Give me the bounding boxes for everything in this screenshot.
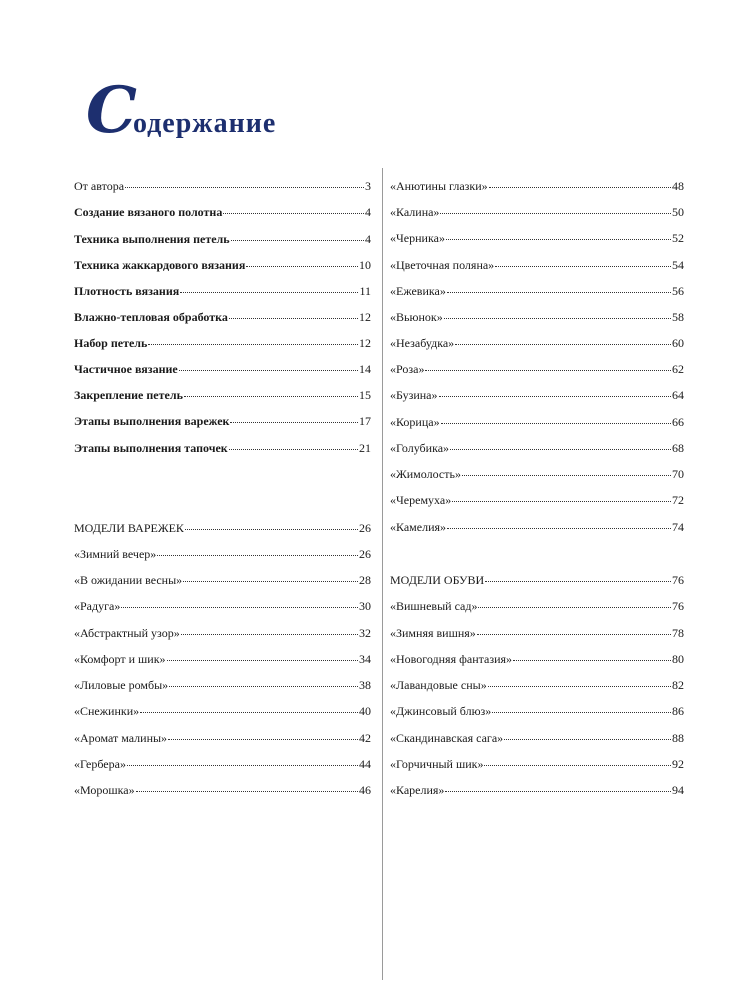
toc-entry-label: «Джинсовый блюз»: [390, 704, 492, 718]
toc-entry: [390, 258, 684, 272]
dot-leader: [462, 474, 671, 476]
toc-entry: [74, 731, 371, 745]
toc-entry-label: «Зимняя вишня»: [390, 626, 476, 640]
toc-entry: [74, 783, 371, 797]
toc-entry-label: «Жимолость»: [390, 467, 461, 481]
toc-entry: [74, 205, 371, 219]
toc-entry-page: 74: [672, 520, 684, 534]
toc-entry: [74, 704, 371, 718]
toc-entry-page: 44: [359, 757, 371, 771]
toc-entry: [74, 599, 371, 613]
toc-entry-label: «Лавандовые сны»: [390, 678, 487, 692]
toc-entry: [74, 310, 371, 324]
toc-entry-page: 21: [359, 441, 371, 455]
toc-entry: [74, 336, 371, 350]
dot-leader: [489, 186, 671, 188]
toc-entry-label: «В ожидании весны»: [74, 573, 183, 587]
dot-leader: [181, 633, 358, 635]
toc-entry-page: 11: [359, 284, 371, 298]
toc-entry-page: 88: [672, 731, 684, 745]
toc-entry: [390, 704, 684, 718]
dot-leader: [223, 212, 364, 214]
toc-entry-page: 50: [672, 205, 684, 219]
toc-entry-label: «Аромат малины»: [74, 731, 168, 745]
dot-leader: [169, 685, 358, 687]
toc-entry-page: 28: [359, 573, 371, 587]
toc-entry-label: «Вьюнок»: [390, 310, 443, 324]
toc-entry: [74, 179, 371, 193]
toc-entry-label: «Комфорт и шик»: [74, 652, 166, 666]
toc-entry-page: 78: [672, 626, 684, 640]
toc-entry: [390, 678, 684, 692]
dot-leader: [439, 395, 671, 397]
title-rest: одержание: [132, 108, 277, 140]
dot-leader: [136, 790, 358, 792]
toc-entry: [74, 573, 371, 587]
dot-leader: [485, 580, 671, 582]
toc-entry-label: МОДЕЛИ ВАРЕЖЕК: [74, 521, 184, 535]
toc-entry-label: Техника жаккардового вязания: [74, 258, 246, 272]
dot-leader: [425, 369, 671, 371]
toc-entry-page: 62: [672, 362, 684, 376]
dot-leader: [140, 711, 358, 713]
toc-entry-label: МОДЕЛИ ОБУВИ: [390, 573, 485, 587]
dot-leader: [184, 395, 358, 397]
dot-leader: [185, 528, 358, 530]
toc-entry: [390, 626, 684, 640]
toc-entry-label: Закрепление петель: [74, 388, 183, 402]
toc-entry-label: «Ежевика»: [390, 284, 446, 298]
toc-entry-label: «Скандинавская сага»: [390, 731, 504, 745]
toc-entry: [390, 441, 684, 455]
toc-entry-page: 92: [672, 757, 684, 771]
toc-entry-label: «Незабудка»: [390, 336, 455, 350]
toc-entry-label: «Радуга»: [74, 599, 121, 613]
dot-leader: [477, 633, 671, 635]
toc-entry: [74, 388, 371, 402]
dot-leader: [484, 764, 671, 766]
toc-entry-label: «Анютины глазки»: [390, 179, 488, 193]
dot-leader: [127, 764, 358, 766]
toc-entry: [74, 441, 371, 455]
toc-entry-label: Техника выполнения петель: [74, 232, 230, 246]
toc-entry-page: 34: [359, 652, 371, 666]
toc-entry: [390, 179, 684, 193]
toc-entry-page: 32: [359, 626, 371, 640]
dot-leader: [455, 343, 671, 345]
dot-leader: [231, 239, 364, 241]
toc-entry-page: 76: [672, 573, 684, 587]
toc-entry: [390, 652, 684, 666]
dot-leader: [148, 343, 358, 345]
toc-entry-label: «Черника»: [390, 231, 445, 245]
toc-entry-label: «Лиловые ромбы»: [74, 678, 169, 692]
toc-entry-page: 64: [672, 388, 684, 402]
toc-entry-label: «Голубика»: [390, 441, 450, 455]
toc-entry-label: «Зимний вечер»: [74, 547, 157, 561]
toc-entry-page: 12: [359, 336, 371, 350]
toc-entry-label: «Камелия»: [390, 520, 447, 534]
toc-entry-page: 3: [365, 179, 371, 193]
toc-entry: [390, 205, 684, 219]
toc-entry-label: Этапы выполнения тапочек: [74, 441, 228, 455]
dot-leader: [452, 500, 671, 502]
toc-entry: [390, 231, 684, 245]
toc-entry-page: 12: [359, 310, 371, 324]
toc-entry-label: Влажно-тепловая обработка: [74, 310, 228, 324]
toc-entry: [74, 652, 371, 666]
toc-entry-page: 94: [672, 783, 684, 797]
toc-entry: [390, 388, 684, 402]
dot-leader: [478, 606, 671, 608]
dot-leader: [157, 554, 358, 556]
toc-entry-page: 56: [672, 284, 684, 298]
toc-entry-page: 40: [359, 704, 371, 718]
toc-entry-label: От автора: [74, 179, 125, 193]
toc-entry-label: Набор петель: [74, 336, 148, 350]
toc-entry-page: 72: [672, 493, 684, 507]
toc-entry: [390, 284, 684, 298]
toc-entry: [74, 547, 371, 561]
toc-entry-page: 86: [672, 704, 684, 718]
dot-leader: [504, 738, 671, 740]
toc-entry-page: 58: [672, 310, 684, 324]
toc-entry-page: 26: [359, 521, 371, 535]
toc-entry: [390, 783, 684, 797]
toc-entry: [390, 599, 684, 613]
toc-entry-page: 70: [672, 467, 684, 481]
dot-leader: [447, 291, 671, 293]
toc-entry-label: «Новогодняя фантазия»: [390, 652, 513, 666]
toc-entry: [390, 336, 684, 350]
toc-entry-page: 52: [672, 231, 684, 245]
dot-leader: [488, 685, 671, 687]
dot-leader: [230, 421, 358, 423]
dot-leader: [495, 265, 671, 267]
toc-entry-label: «Карелия»: [390, 783, 445, 797]
dot-leader: [446, 238, 671, 240]
dot-leader: [246, 265, 358, 267]
dot-leader: [229, 448, 358, 450]
dot-leader: [167, 659, 358, 661]
toc-entry: [74, 362, 371, 376]
toc-entry-page: 54: [672, 258, 684, 272]
dot-leader: [440, 212, 671, 214]
toc-entry: [390, 493, 684, 507]
dot-leader: [444, 317, 671, 319]
toc-entry-label: Этапы выполнения варежек: [74, 414, 230, 428]
dot-leader: [121, 606, 358, 608]
toc-entry-page: 15: [359, 388, 371, 402]
dot-leader: [183, 580, 358, 582]
toc-entry: [74, 626, 371, 640]
toc-entry-page: 30: [359, 599, 371, 613]
dot-leader: [447, 527, 671, 529]
toc-entry: [390, 310, 684, 324]
toc-entry-label: «Гербера»: [74, 757, 126, 771]
toc-entry-page: 17: [359, 414, 371, 428]
toc-entry-page: 80: [672, 652, 684, 666]
toc-entry-page: 4: [365, 232, 371, 246]
toc-entry-label: «Горчичный шик»: [390, 757, 484, 771]
dot-leader: [229, 317, 358, 319]
toc-entry-label: Частичное вязание: [74, 362, 178, 376]
dot-leader: [492, 711, 671, 713]
toc-entry-label: «Калина»: [390, 205, 440, 219]
toc-entry-page: 26: [359, 547, 371, 561]
toc-entry-label: «Вишневый сад»: [390, 599, 478, 613]
dot-leader: [125, 186, 364, 188]
toc-entry: [74, 678, 371, 692]
dot-leader: [180, 291, 358, 293]
toc-entry: [74, 258, 371, 272]
toc-entry-label: «Черемуха»: [390, 493, 452, 507]
toc-entry: [390, 573, 684, 587]
toc-entry-page: 48: [672, 179, 684, 193]
toc-entry-label: «Снежинки»: [74, 704, 140, 718]
toc-entry-page: 66: [672, 415, 684, 429]
toc-entry-label: «Роза»: [390, 362, 425, 376]
dot-leader: [179, 369, 358, 371]
toc-entry-label: «Абстрактный узор»: [74, 626, 180, 640]
toc-entry: [390, 520, 684, 534]
dot-leader: [450, 448, 671, 450]
toc-entry-page: 46: [359, 783, 371, 797]
toc-entry-label: Создание вязаного полотна: [74, 205, 223, 219]
page-title: [86, 73, 277, 149]
toc-entry-label: «Цветочная поляна»: [390, 258, 495, 272]
toc-entry-page: 42: [359, 731, 371, 745]
title-initial: С: [86, 73, 137, 149]
toc-entry: [74, 232, 371, 246]
toc-entry: [390, 467, 684, 481]
toc-entry-page: 38: [359, 678, 371, 692]
toc-entry-page: 4: [365, 205, 371, 219]
toc-entry-page: 60: [672, 336, 684, 350]
toc-entry: [74, 521, 371, 535]
toc-entry-label: «Морошка»: [74, 783, 135, 797]
toc-entry: [74, 757, 371, 771]
dot-leader: [513, 659, 671, 661]
toc-entry: [390, 757, 684, 771]
toc-entry-page: 10: [359, 258, 371, 272]
toc-entry-label: «Корица»: [390, 415, 440, 429]
toc-entry: [74, 414, 371, 428]
toc-entry: [74, 284, 371, 298]
toc-entry: [390, 415, 684, 429]
dot-leader: [441, 422, 671, 424]
toc-entry-page: 82: [672, 678, 684, 692]
toc-entry-page: 14: [359, 362, 371, 376]
toc-entry-page: 68: [672, 441, 684, 455]
toc-entry: [390, 362, 684, 376]
toc-entry: [390, 731, 684, 745]
dot-leader: [168, 738, 358, 740]
toc-entry-page: 76: [672, 599, 684, 613]
toc-entry-label: «Бузина»: [390, 388, 438, 402]
dot-leader: [445, 790, 671, 792]
column-divider: [382, 168, 383, 980]
toc-entry-label: Плотность вязания: [74, 284, 180, 298]
